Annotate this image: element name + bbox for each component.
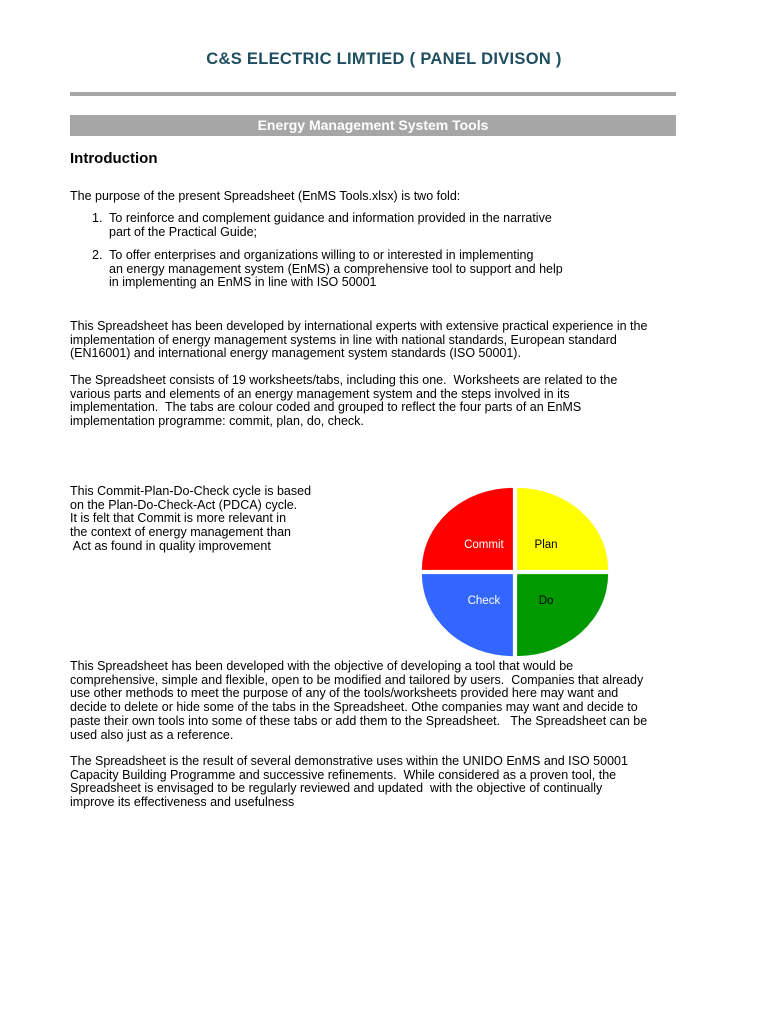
paragraph-line: (EN16001) and international energy management system standards (ISO 50001). <box>70 346 521 361</box>
paragraph-line: Spreadsheet is envisaged to be regularly reviewed and updated with the objective of continually <box>70 781 603 796</box>
list-item-2-line-3: in implementing an EnMS in line with ISO 50001 <box>109 275 377 289</box>
pie-label-check: Check <box>467 595 501 608</box>
paragraph-line: on the Plan-Do-Check-Act (PDCA) cycle. <box>70 497 298 512</box>
pie-label-do: Do <box>538 595 554 608</box>
paragraph-line: implementation. The tabs are colour coded and grouped to reflect the four parts of an EnMS <box>70 400 582 415</box>
pie-slice-commit <box>422 488 513 570</box>
paragraph-line: used also just as a reference. <box>70 727 234 742</box>
pdca-pie-chart <box>421 487 609 657</box>
paragraph-line: implementation of energy management systems in line with national standards, European standard <box>70 332 617 347</box>
paragraph-unido <box>70 755 628 810</box>
list-item-1-line-1: 1. To reinforce and complement guidance and information provided in the narrative <box>92 211 552 225</box>
pie-label-plan: Plan <box>534 538 558 551</box>
introduction-heading: Introduction <box>70 150 158 167</box>
pie-slice-check <box>422 574 513 656</box>
list-item-2-line-2: an energy management system (EnMS) a comprehensive tool to support and help <box>109 262 563 276</box>
paragraph-line: This Commit-Plan-Do-Check cycle is based <box>70 484 312 498</box>
paragraph-line: Act as found in quality improvement <box>70 538 271 553</box>
paragraph-objective <box>70 660 647 742</box>
paragraph-line: The Spreadsheet consists of 19 worksheets/tabs, including this one. Worksheets are related to the <box>70 373 618 387</box>
paragraph-worksheets <box>70 374 617 429</box>
section-banner: Energy Management System Tools <box>70 115 676 136</box>
paragraph-line: Capacity Building Programme and successive refinements. While considered as a proven tool, the <box>70 767 617 782</box>
paragraph-line: implementation programme: commit, plan, do, check. <box>70 414 364 429</box>
paragraph-line: This Spreadsheet has been developed with the objective of developing a tool that would be <box>70 659 574 673</box>
list-item-2-line-1: 2. To offer enterprises and organizations willing to or interested in implementing <box>92 248 534 262</box>
pie-slice-plan <box>517 488 608 570</box>
paragraph-line: comprehensive, simple and flexible, open to be modified and tailored by users. Companies that already <box>70 672 644 687</box>
paragraph-experts <box>70 320 647 361</box>
paragraph-line: It is felt that Commit is more relevant in <box>70 511 287 526</box>
paragraph-line: decide to delete or hide some of the tabs in the Spreadsheet. Othe companies may want and decide to <box>70 700 638 715</box>
paragraph-line: the context of energy management than <box>70 525 291 540</box>
pie-label-commit: Commit <box>464 538 504 551</box>
paragraph-line: paste their own tools into some of these tabs or add them to the Spreadsheet. The Spreadsheet can be <box>70 713 648 728</box>
pie-slice-do <box>517 574 608 656</box>
paragraph-line: use other methods to meet the purpose of any of the tools/worksheets provided here may want and <box>70 686 619 701</box>
list-item-1-line-2: part of the Practical Guide; <box>109 225 257 239</box>
company-title: C&S ELECTRIC LIMTIED ( PANEL DIVISON ) <box>206 50 562 68</box>
paragraph-line: improve its effectiveness and usefulness <box>70 795 295 810</box>
paragraph-line: The Spreadsheet is the result of several demonstrative uses within the UNIDO EnMS and ISO 50001 <box>70 754 628 768</box>
paragraph-line: This Spreadsheet has been developed by international experts with extensive practical experience in the <box>70 319 648 333</box>
cycle-description <box>70 485 311 554</box>
header-divider <box>70 92 676 96</box>
purpose-text: The purpose of the present Spreadsheet (EnMS Tools.xlsx) is two fold: <box>70 189 461 203</box>
paragraph-line: various parts and elements of an energy management system and the steps involved in its <box>70 386 570 401</box>
